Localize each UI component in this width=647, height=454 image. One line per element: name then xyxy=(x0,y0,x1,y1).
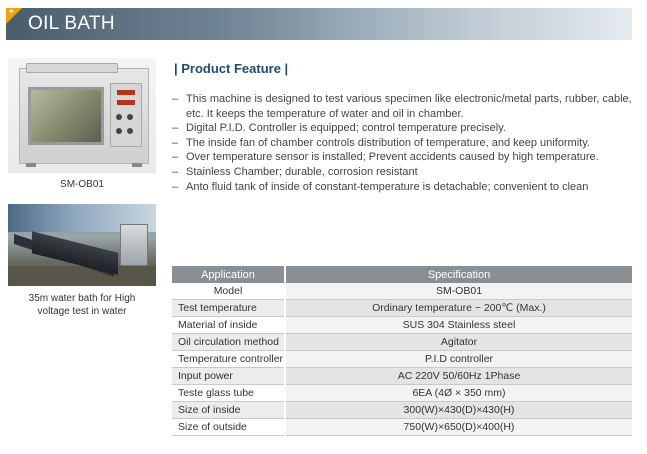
row-value: Ordinary temperature ~ 200℃ (Max.) xyxy=(285,300,632,317)
row-label: Temperature controller xyxy=(172,351,285,368)
table-row xyxy=(172,300,632,317)
feature-item: – This machine is designed to test various specimen like electronic/metal parts, rubber, cable, etc. It keeps the temperature of water and oil in chamber. xyxy=(172,93,632,120)
table-row xyxy=(172,385,632,402)
table-row xyxy=(172,283,632,300)
table-row xyxy=(172,351,632,368)
row-value: 750(W)×650(D)×400(H) xyxy=(285,419,632,436)
column-header-application: Application xyxy=(172,266,285,283)
secondary-caption-line2: voltage test in water xyxy=(37,306,127,317)
row-value: Agitator xyxy=(285,334,632,351)
row-value: SM-OB01 xyxy=(285,283,632,300)
feature-item: – Stainless Chamber; durable, corrosion resistant xyxy=(172,165,418,178)
row-value: P.I.D controller xyxy=(285,351,632,368)
table-row xyxy=(172,402,632,419)
feature-item: – Anto fluid tank of inside of constant-temperature is detachable; convenient to clean xyxy=(172,180,589,193)
section-header xyxy=(6,8,632,40)
secondary-caption-line1: 35m water bath for High xyxy=(28,293,136,304)
feature-item: – The inside fan of chamber controls distribution of temperature, and keep uniformity. xyxy=(172,136,590,149)
row-label: Input power xyxy=(172,368,285,385)
table-row xyxy=(172,334,632,351)
row-value: AC 220V 50/60Hz 1Phase xyxy=(285,368,632,385)
row-value: 6EA (4Ø × 350 mm) xyxy=(285,385,632,402)
row-value: SUS 304 Stainless steel xyxy=(285,317,632,334)
row-label: Material of inside xyxy=(172,317,285,334)
secondary-photo-caption xyxy=(8,292,156,318)
feature-item: – Over temperature sensor is installed; Prevent accidents caused by high temperature. xyxy=(172,151,599,164)
row-label: Oil circulation method xyxy=(172,334,285,351)
table-header-row xyxy=(172,266,632,283)
row-label: Teste glass tube xyxy=(172,385,285,402)
specification-table xyxy=(172,266,632,436)
table-row xyxy=(172,368,632,385)
page-title: OIL BATH xyxy=(28,13,115,34)
star-icon: ✦ xyxy=(8,7,15,16)
row-value: 300(W)×430(D)×430(H) xyxy=(285,402,632,419)
column-header-specification: Specification xyxy=(285,266,632,283)
feature-item: – Digital P.I.D. Controller is equipped; control temperature precisely. xyxy=(172,122,506,135)
oil-bath-machine-illustration xyxy=(19,68,149,164)
row-label: Size of outside xyxy=(172,419,285,436)
table-row xyxy=(172,317,632,334)
row-label: Size of inside xyxy=(172,402,285,419)
main-photo-caption: SM-OB01 xyxy=(60,179,104,190)
feature-list xyxy=(172,92,632,194)
row-label: Test temperature xyxy=(172,300,285,317)
product-feature-heading: | Product Feature | xyxy=(174,61,289,76)
water-bath-installation-photo xyxy=(8,204,156,286)
product-photo-oil-bath xyxy=(8,58,156,173)
table-row xyxy=(172,419,632,436)
row-label: Model xyxy=(172,283,285,300)
